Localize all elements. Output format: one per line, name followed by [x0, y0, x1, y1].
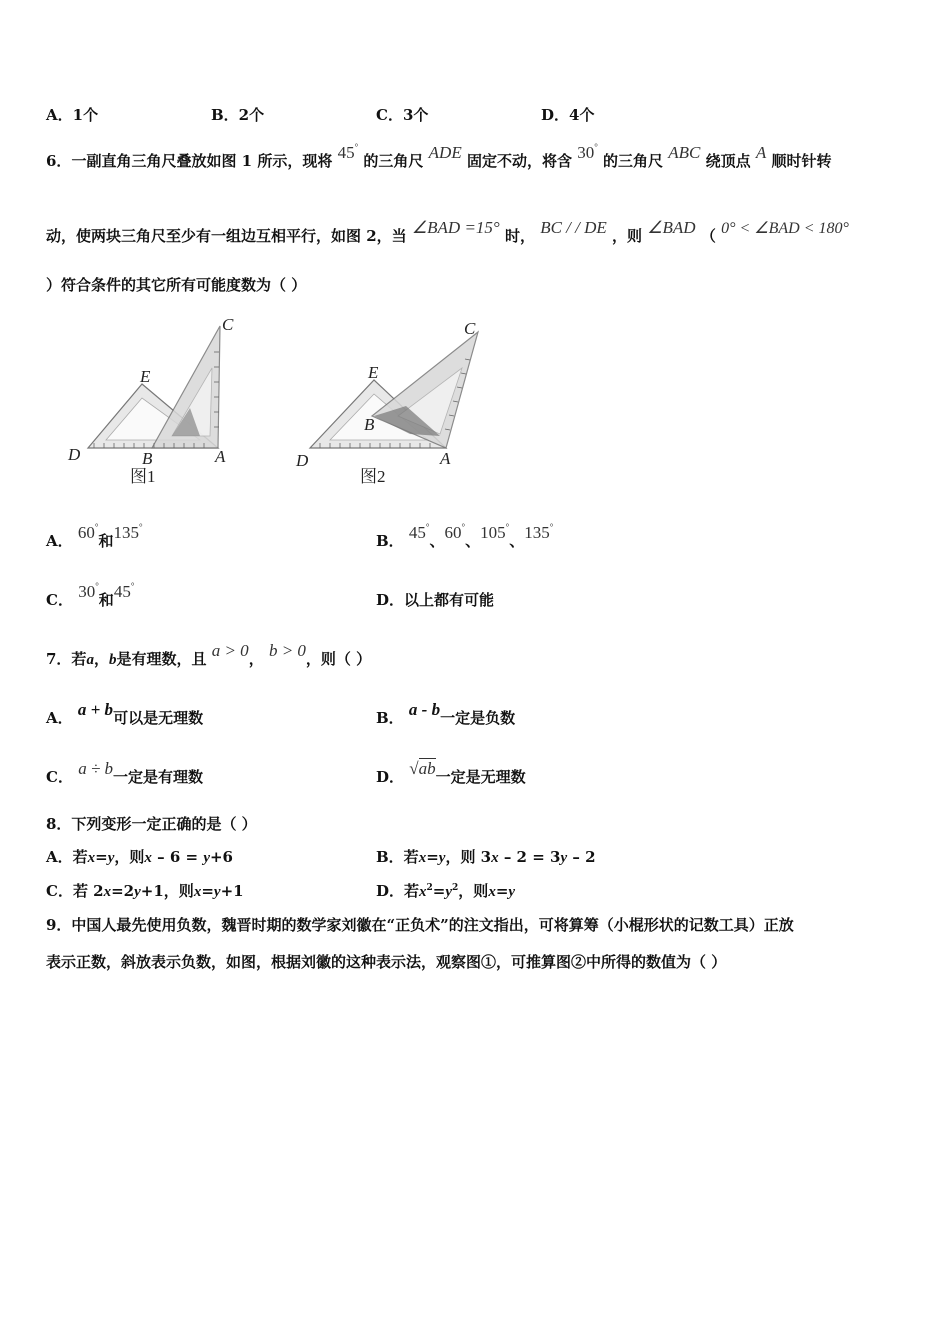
q7-condition-a: a > 0: [211, 641, 249, 660]
option-expr: a + b: [77, 700, 114, 719]
option-expr: a ÷ b: [78, 759, 114, 778]
q6-option-d: [376, 589, 494, 610]
q8-option-a: A．若x=y，则x – 6 = y+6: [46, 848, 233, 866]
option-letter: D．: [376, 591, 405, 609]
option-expr: a - b: [408, 700, 441, 719]
q6-option-c: [46, 581, 135, 610]
q5-option-b: B．2个: [211, 106, 265, 124]
q6-text: （: [700, 227, 716, 245]
q6-text: 的三角尺: [603, 152, 664, 170]
q7-option-b: B． a - b一定是负数: [376, 700, 516, 727]
q6-number: 6．: [46, 152, 72, 170]
q6-option-b: B． 45°、60°、105°、135°: [376, 522, 554, 550]
q7-condition-b: b > 0: [268, 641, 306, 660]
caption-fig2: 图2: [360, 467, 386, 486]
option-value: 135°: [113, 522, 143, 542]
q6-text: 绕顶点: [705, 152, 751, 170]
q7-option-a: A． a + b可以是无理数: [46, 700, 204, 727]
option-value: 45°: [113, 581, 135, 601]
q6-math-bc-parallel-de: BC / / DE: [540, 218, 607, 237]
q6-math-ade: ADE: [428, 143, 462, 162]
label-c-fig2: C: [464, 319, 476, 338]
q6-text: 动，使两块三角尺至少有一组边互相平行，如图 2，当: [46, 227, 407, 245]
q7-option-c: C． a ÷ b一定是有理数: [46, 759, 204, 786]
option-letter: B．: [376, 532, 404, 550]
q6-text: 顺时针转: [771, 152, 832, 170]
q6-math-bad-15: ∠BAD =15°: [411, 218, 500, 237]
q6-math-a: A: [755, 143, 767, 162]
caption-fig1: 图1: [130, 467, 156, 486]
option-value: 45°: [408, 522, 430, 542]
label-d-fig1: D: [68, 445, 81, 464]
q6-math-range: 0° < ∠BAD < 180°: [721, 220, 849, 237]
option-text: 以上都有可能: [404, 591, 495, 609]
q8-option-c: C．若 2x=2y+1，则x=y+1: [46, 882, 244, 900]
option-value: 135°: [524, 522, 554, 542]
q6-text: 时，: [504, 227, 535, 245]
q6-math-bad: ∠BAD: [647, 218, 696, 237]
q5-option-d: D．4个: [541, 106, 595, 124]
label-c-fig1: C: [222, 315, 234, 334]
q6-text: 固定不动，将含: [466, 152, 572, 170]
option-letter: C．: [46, 591, 73, 609]
label-e-fig1: E: [140, 367, 151, 386]
q8-option-b: B．若x=y，则 3x – 2 = 3y – 2: [376, 848, 596, 866]
label-e-fig2: E: [368, 363, 379, 382]
q6-line-1: [46, 142, 832, 171]
label-a-fig2: A: [440, 449, 451, 468]
q6-line-3: ）符合条件的其它所有可能度数为（ ）: [46, 276, 307, 294]
q6-figure-2: [290, 312, 490, 492]
label-d-fig2: D: [296, 451, 309, 470]
q6-text: ，则: [612, 227, 643, 245]
sqrt-expr: √ab: [409, 759, 436, 778]
option-value: 60°: [444, 522, 466, 542]
q5-option-a: A．1个: [46, 106, 99, 124]
option-value: 60°: [77, 522, 99, 542]
q6-option-a: [46, 522, 143, 551]
triangle-abc-fig1: [152, 326, 220, 448]
option-text: 和: [98, 591, 114, 609]
label-a-fig1: A: [215, 447, 226, 466]
q8-stem: 8．下列变形一定正确的是（ ）: [46, 815, 257, 833]
q6-figure-1: [60, 312, 250, 492]
q5-option-c: C．3个: [376, 106, 429, 124]
option-text: 和: [98, 532, 114, 550]
q6-math-abc: ABC: [668, 143, 701, 162]
radical-icon: √: [409, 759, 419, 778]
option-value: 105°: [480, 522, 510, 542]
label-b-fig1: B: [142, 449, 153, 468]
q7-option-d: D． √ab一定是无理数: [376, 759, 526, 786]
q8-option-d: D．若$x^2=y^2$，则x=y: [376, 882, 516, 900]
option-value: 30°: [78, 581, 99, 601]
q9-line-2: 表示正数，斜放表示负数，如图，根据刘徽的这种表示法，观察图①，可推算图②中所得的数值为（ ）: [46, 953, 727, 971]
label-b-fig2: B: [364, 415, 375, 434]
q6-line-2: [46, 218, 849, 246]
q6-text: 一副直角三角尺叠放如图 1 所示，现将: [71, 152, 333, 170]
q9-line-1: 9．中国人最先使用负数，魏晋时期的数学家刘徽在“正负术”的注文指出，可将算筹（小棍形状的记数工具）正放: [46, 916, 794, 934]
q6-math-30: 30°: [577, 142, 598, 162]
option-letter: A．: [46, 532, 73, 550]
q6-text: 的三角尺: [363, 152, 424, 170]
q6-math-45: 45°: [337, 142, 359, 162]
q7-stem: 7．若a，b是有理数，且 a > 0， b > 0，则（ ）: [46, 641, 372, 668]
